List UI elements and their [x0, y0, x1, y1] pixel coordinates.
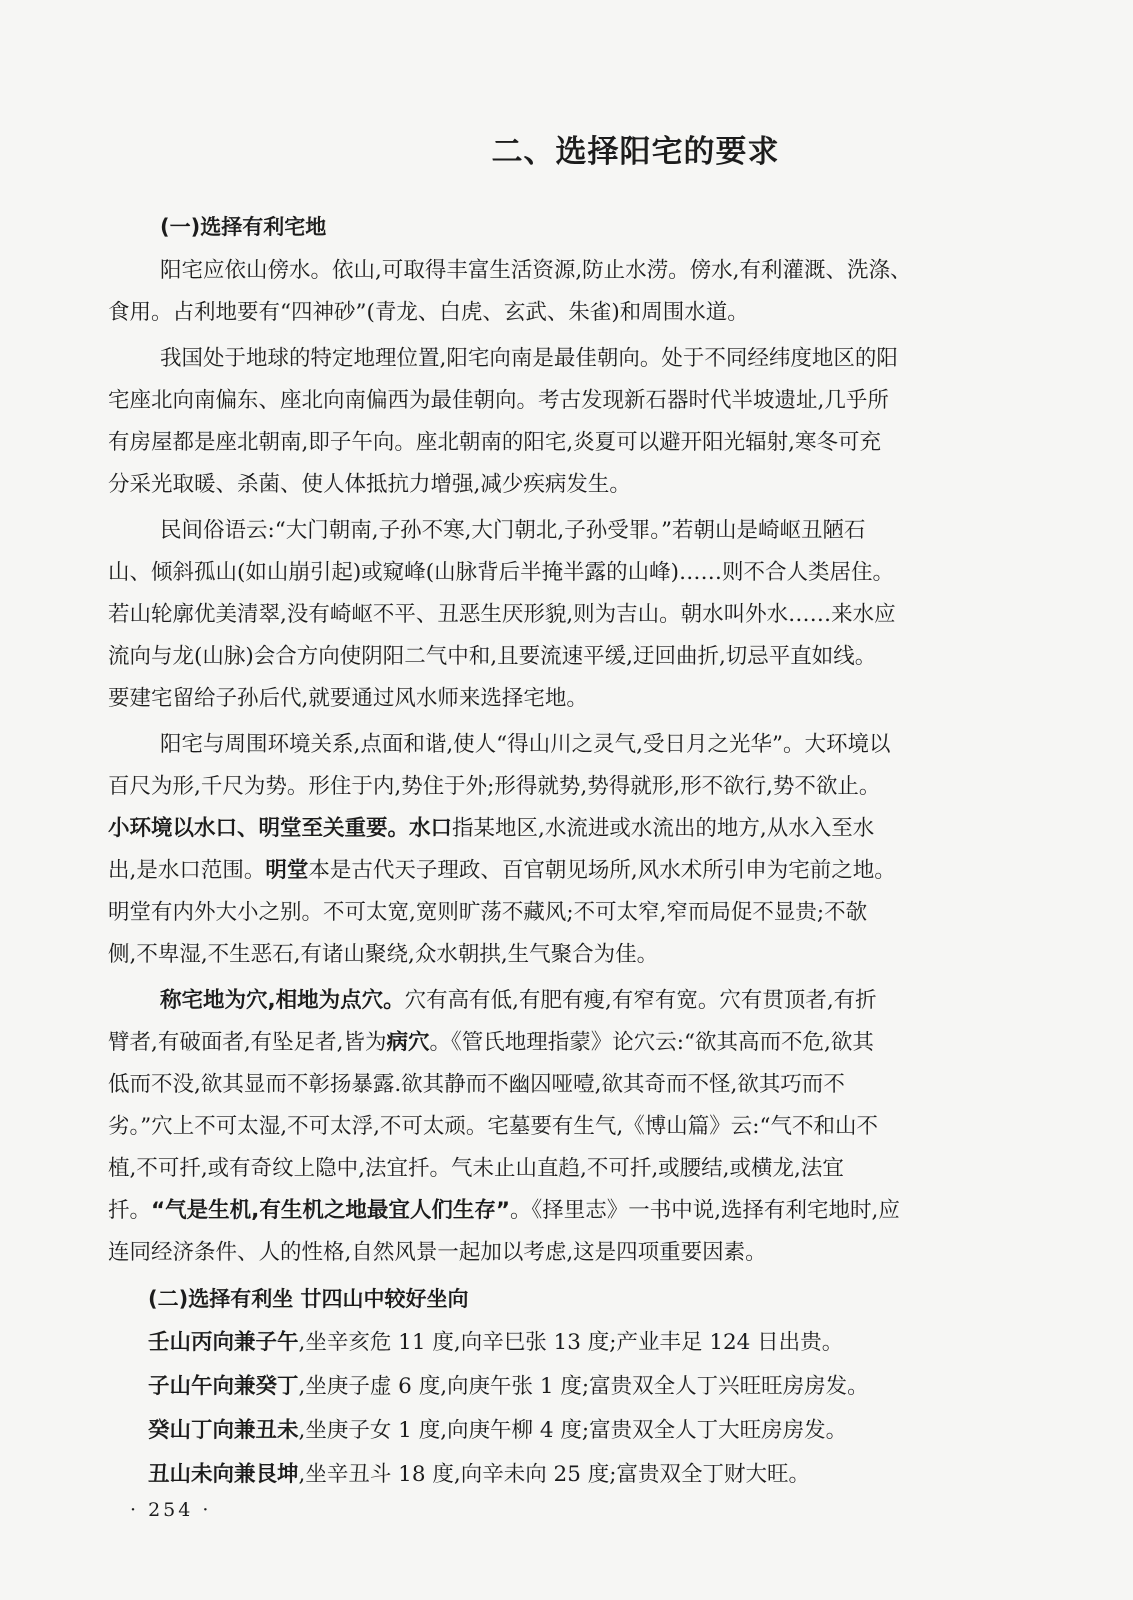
text-line [108, 850, 1063, 892]
body-text [108, 206, 1063, 1498]
direction-name: 壬山丙向兼子午 [148, 1330, 299, 1355]
direction-item [108, 1322, 1063, 1366]
text-line: 民间俗语云:“大门朝南,子孙不寒,大门朝北,子孙受罪。”若朝山是崎岖丑陋石 [160, 518, 866, 543]
text-run: 扦。 [108, 1198, 152, 1223]
text-line: 我国处于地球的特定地理位置,阳宅向南是最佳朝向。处于不同经纬度地区的阳 [160, 346, 898, 371]
text-line: 植,不可扦,或有奇纹上隐中,法宜扦。气未止山直趋,不可扦,或腰结,或横龙,法宜 [108, 1156, 844, 1181]
text-line [108, 1190, 1063, 1232]
direction-name: 丑山未向兼艮坤 [148, 1462, 299, 1487]
text-line: 要建宅留给子孙后代,就要通过风水师来选择宅地。 [108, 686, 588, 711]
direction-name: 癸山丁向兼丑未 [148, 1418, 299, 1443]
text-line [108, 980, 1063, 1022]
text-line: 阳宅应依山傍水。依山,可取得丰富生活资源,防止水涝。傍水,有利灌溉、洗涤、 [160, 258, 912, 283]
text-line: 侧,不卑湿,不生恶石,有诸山聚绕,众水朝拱,生气聚合为佳。 [108, 942, 659, 967]
text-line [108, 1022, 1063, 1064]
section-heading-2: (二)选择有利坐 廿四山中较好坐向 [148, 1287, 469, 1311]
paragraph-3 [108, 510, 1063, 720]
paragraph-1 [108, 250, 1063, 334]
text-run: 出,是水口范围。 [108, 858, 266, 883]
direction-item [108, 1454, 1063, 1498]
page-title: 二、选择阳宅的要求 [491, 134, 780, 170]
text-line: 百尺为形,千尺为势。形住于内,势住于外;形得就势,势得就形,形不欲行,势不欲止。 [108, 774, 881, 799]
text-line: 明堂有内外大小之别。不可太宽,宽则旷荡不藏风;不可太窄,窄而局促不显贵;不欹 [108, 900, 868, 925]
text-line: 劣。”穴上不可太湿,不可太浮,不可太顽。宅墓要有生气,《博山篇》云:“气不和山不 [108, 1114, 878, 1139]
text-line: 流向与龙(山脉)会合方向使阴阳二气中和,且要流速平缓,迂回曲折,切忌平直如线。 [108, 644, 877, 669]
direction-desc: ,坐庚子女 1 度,向庚午柳 4 度;富贵双全人丁大旺房房发。 [298, 1418, 848, 1443]
text-line: 山、倾斜孤山(如山崩引起)或窥峰(山脉背后半掩半露的山峰)……则不合人类居住。 [108, 560, 895, 585]
paragraph-5 [108, 980, 1063, 1274]
text-run: 臂者,有破面者,有坠足者,皆为 [108, 1030, 387, 1055]
text-line: 若山轮廓优美清翠,没有崎岖不平、丑恶生厌形貌,则为吉山。朝水叫外水……来水应 [108, 602, 896, 627]
direction-name: 子山午向兼癸丁 [148, 1374, 299, 1399]
text-line: 连同经济条件、人的性格,自然风景一起加以考虑,这是四项重要因素。 [108, 1240, 767, 1265]
direction-item [108, 1366, 1063, 1410]
paragraph-2 [108, 338, 1063, 506]
text-run: 。《择里志》一书中说,选择有利宅地时,应 [509, 1198, 900, 1223]
text-line [108, 808, 1063, 850]
bold-quote: “气是生机,有生机之地最宜人们生存” [151, 1198, 510, 1223]
text-line: 食用。占利地要有“四神砂”(青龙、白虎、玄武、朱雀)和周围水道。 [108, 300, 749, 325]
text-line: 阳宅与周围环境关系,点面和谐,使人“得山川之灵气,受日月之光华”。大环境以 [160, 732, 891, 757]
bold-text: 称宅地为穴,相地为点穴。 [160, 988, 405, 1013]
bold-term: 水口 [409, 816, 453, 841]
paragraph-4 [108, 724, 1063, 976]
text-run: 本是古代天子理政、百官朝见场所,风水术所引申为宅前之地。 [308, 858, 896, 883]
text-line: 宅座北向南偏东、座北向南偏西为最佳朝向。考古发现新石器时代半坡遗址,几乎所 [108, 388, 889, 413]
section-heading-1: (一)选择有利宅地 [160, 215, 327, 239]
direction-desc: ,坐庚子虚 6 度,向庚午张 1 度;富贵双全人丁兴旺旺房房发。 [298, 1374, 869, 1399]
bold-text: 小环境以水口、明堂至关重要。 [108, 816, 410, 841]
text-line: 分采光取暖、杀菌、使人体抵抗力增强,减少疾病发生。 [108, 472, 631, 497]
direction-desc: ,坐辛亥危 11 度,向辛巳张 13 度;产业丰足 124 日出贵。 [298, 1330, 844, 1355]
page-number: · 254 · [130, 1499, 212, 1521]
direction-item [108, 1410, 1063, 1454]
text-run: 穴有高有低,有肥有瘦,有窄有宽。穴有贯顶者,有折 [404, 988, 877, 1013]
text-line: 有房屋都是座北朝南,即子午向。座北朝南的阳宅,炎夏可以避开阳光辐射,寒冬可充 [108, 430, 882, 455]
text-line: 低而不没,欲其显而不彰扬暴露.欲其静而不幽囚哑噎,欲其奇而不怪,欲其巧而不 [108, 1072, 845, 1097]
bold-term: 病穴 [386, 1030, 430, 1055]
text-run: 指某地区,水流进或水流出的地方,从水入至水 [452, 816, 875, 841]
text-run: 。《管氏地理指蒙》论穴云:“欲其高而不危,欲其 [429, 1030, 874, 1055]
bold-term: 明堂 [265, 858, 309, 883]
direction-desc: ,坐辛丑斗 18 度,向辛未向 25 度;富贵双全丁财大旺。 [298, 1462, 810, 1487]
